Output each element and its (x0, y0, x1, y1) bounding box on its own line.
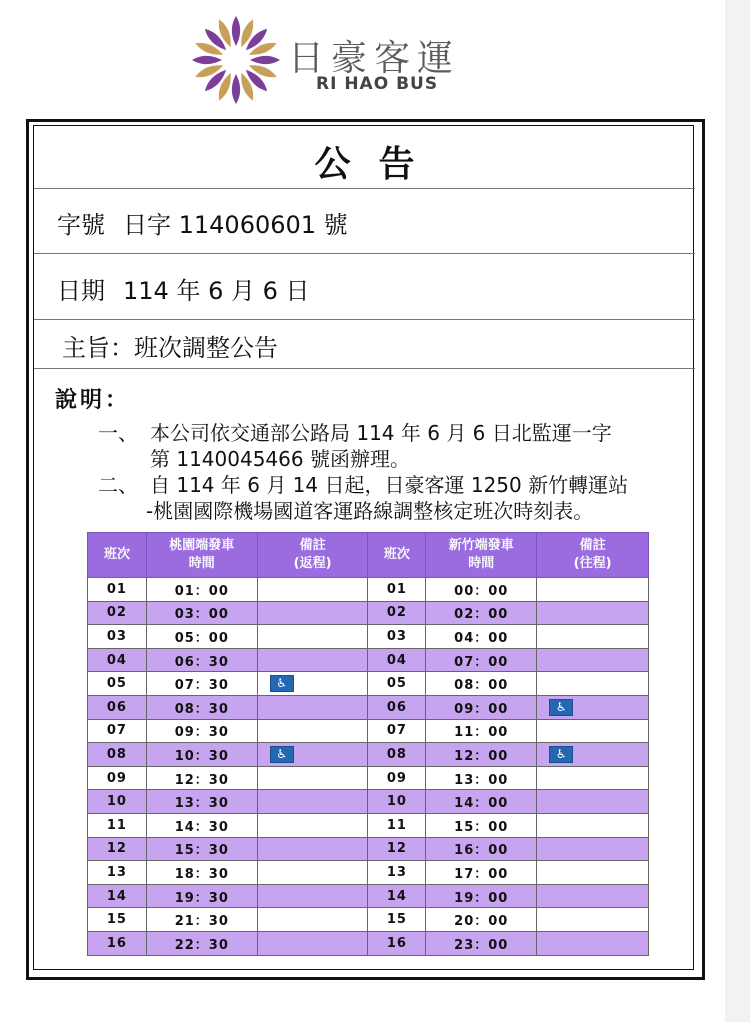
note-outbound (537, 743, 649, 767)
schedule-row (88, 790, 649, 814)
schedule-row (88, 931, 649, 955)
note-return (257, 861, 368, 885)
note-return (257, 672, 368, 696)
schedule-table (87, 532, 649, 956)
hsinchu-departure-time: 19：00 (426, 884, 537, 908)
note-outbound (537, 861, 649, 885)
run-number-right: 14 (368, 884, 426, 908)
date-label: 日期 (57, 277, 105, 305)
note-outbound (537, 813, 649, 837)
header-hsinchu-departure: 新竹端發車 時間 (426, 533, 537, 578)
taoyuan-departure-time: 05：00 (146, 625, 257, 649)
reference-row (34, 189, 695, 254)
hsinchu-departure-time: 09：00 (426, 695, 537, 719)
note-outbound (537, 790, 649, 814)
notice-title: 公告 (314, 144, 443, 185)
taoyuan-departure-time: 19：30 (146, 884, 257, 908)
note-outbound (537, 766, 649, 790)
run-number-right: 07 (368, 719, 426, 743)
schedule-row (88, 743, 649, 767)
note-return (257, 884, 368, 908)
note-outbound (537, 884, 649, 908)
run-number-right: 01 (368, 578, 426, 602)
run-number-left: 16 (88, 931, 147, 955)
note-outbound (537, 601, 649, 625)
logo-petal (232, 74, 240, 104)
taoyuan-departure-time: 03：00 (146, 601, 257, 625)
run-number-left: 08 (88, 743, 147, 767)
schedule-row (88, 908, 649, 932)
item-text-line2: 第 1140045466 號函辦理。 (150, 447, 410, 471)
run-number-left: 10 (88, 790, 147, 814)
taoyuan-departure-time: 21：30 (146, 908, 257, 932)
wheelchair-accessible-icon: ♿ (270, 675, 294, 692)
schedule-row (88, 648, 649, 672)
note-return (257, 648, 368, 672)
run-number-left: 15 (88, 908, 147, 932)
date-row (34, 254, 695, 320)
run-number-left: 09 (88, 766, 147, 790)
hsinchu-departure-time: 15：00 (426, 813, 537, 837)
taoyuan-departure-time: 09：30 (146, 719, 257, 743)
hsinchu-departure-time: 04：00 (426, 625, 537, 649)
note-return (257, 766, 368, 790)
hsinchu-departure-time: 07：00 (426, 648, 537, 672)
title-row (34, 126, 695, 189)
run-number-left: 05 (88, 672, 147, 696)
note-return (257, 578, 368, 602)
note-return (257, 790, 368, 814)
note-outbound (537, 648, 649, 672)
header-run-right: 班次 (368, 533, 426, 578)
reference-label: 字號 (57, 211, 105, 239)
description-item (98, 472, 628, 524)
note-outbound (537, 695, 649, 719)
taoyuan-departure-time: 01：00 (146, 578, 257, 602)
header-note-return: 備註 (返程) (257, 533, 368, 578)
logo-petal (192, 56, 222, 64)
hsinchu-departure-time: 08：00 (426, 672, 537, 696)
note-outbound (537, 719, 649, 743)
run-number-left: 12 (88, 837, 147, 861)
hsinchu-departure-time: 16：00 (426, 837, 537, 861)
note-outbound (537, 931, 649, 955)
logo-petal (250, 56, 280, 64)
run-number-right: 03 (368, 625, 426, 649)
note-return (257, 601, 368, 625)
hsinchu-departure-time: 20：00 (426, 908, 537, 932)
run-number-left: 13 (88, 861, 147, 885)
schedule-row (88, 813, 649, 837)
hsinchu-departure-time: 00：00 (426, 578, 537, 602)
note-return (257, 931, 368, 955)
schedule-row (88, 837, 649, 861)
note-return (257, 837, 368, 861)
note-outbound (537, 625, 649, 649)
hsinchu-departure-time: 23：00 (426, 931, 537, 955)
taoyuan-departure-time: 14：30 (146, 813, 257, 837)
run-number-left: 07 (88, 719, 147, 743)
note-return (257, 908, 368, 932)
item-text-line1: 自 114 年 6 月 14 日起，日豪客運 1250 新竹轉運站 (150, 473, 629, 497)
note-return (257, 695, 368, 719)
header-taoyuan-departure: 桃園端發車 時間 (146, 533, 257, 578)
logo-name-english: RI HAO BUS (316, 74, 439, 94)
item-text-line2: -桃園國際機場國道客運路線調整核定班次時刻表。 (146, 499, 594, 523)
run-number-right: 08 (368, 743, 426, 767)
hsinchu-departure-time: 14：00 (426, 790, 537, 814)
wheelchair-accessible-icon: ♿ (549, 746, 573, 763)
schedule-row (88, 578, 649, 602)
run-number-right: 12 (368, 837, 426, 861)
schedule-row (88, 695, 649, 719)
run-number-left: 06 (88, 695, 147, 719)
subject-text: 主旨：班次調整公告 (62, 334, 278, 362)
taoyuan-departure-time: 10：30 (146, 743, 257, 767)
run-number-left: 03 (88, 625, 147, 649)
reference-number: 日字 114060601 號 (123, 211, 348, 239)
schedule-row (88, 672, 649, 696)
note-outbound (537, 837, 649, 861)
taoyuan-departure-time: 13：30 (146, 790, 257, 814)
schedule-row (88, 861, 649, 885)
subject-row (34, 320, 695, 369)
run-number-right: 11 (368, 813, 426, 837)
logo-petal (232, 16, 240, 46)
run-number-right: 16 (368, 931, 426, 955)
description-item (98, 420, 612, 472)
hsinchu-departure-time: 12：00 (426, 743, 537, 767)
wheelchair-accessible-icon: ♿ (270, 746, 294, 763)
header-note-outbound: 備註 (往程) (537, 533, 649, 578)
hsinchu-departure-time: 11：00 (426, 719, 537, 743)
schedule-header-row (88, 533, 649, 578)
item-text-line1: 本公司依交通部公路局 114 年 6 月 6 日北監運一字 (150, 421, 612, 445)
run-number-right: 09 (368, 766, 426, 790)
run-number-right: 10 (368, 790, 426, 814)
company-logo (190, 14, 480, 106)
taoyuan-departure-time: 12：30 (146, 766, 257, 790)
note-outbound (537, 578, 649, 602)
description-heading: 說明： (55, 388, 131, 413)
logo-name-chinese: 日豪客運 (288, 38, 461, 79)
taoyuan-departure-time: 22：30 (146, 931, 257, 955)
schedule-row (88, 601, 649, 625)
run-number-right: 06 (368, 695, 426, 719)
taoyuan-departure-time: 08：30 (146, 695, 257, 719)
note-outbound (537, 672, 649, 696)
item-number: 一、 (98, 421, 138, 445)
taoyuan-departure-time: 15：30 (146, 837, 257, 861)
run-number-left: 14 (88, 884, 147, 908)
hsinchu-departure-time: 13：00 (426, 766, 537, 790)
schedule-row (88, 884, 649, 908)
note-outbound (537, 908, 649, 932)
schedule-row (88, 719, 649, 743)
taoyuan-departure-time: 07：30 (146, 672, 257, 696)
item-number: 二、 (98, 473, 138, 497)
schedule-row (88, 766, 649, 790)
run-number-left: 04 (88, 648, 147, 672)
note-return (257, 625, 368, 649)
date-value: 114 年 6 月 6 日 (123, 277, 310, 305)
note-return (257, 743, 368, 767)
run-number-left: 02 (88, 601, 147, 625)
run-number-right: 04 (368, 648, 426, 672)
taoyuan-departure-time: 18：30 (146, 861, 257, 885)
wheelchair-accessible-icon: ♿ (549, 699, 573, 716)
run-number-right: 05 (368, 672, 426, 696)
hsinchu-departure-time: 17：00 (426, 861, 537, 885)
taoyuan-departure-time: 06：30 (146, 648, 257, 672)
run-number-left: 01 (88, 578, 147, 602)
note-return (257, 719, 368, 743)
run-number-right: 13 (368, 861, 426, 885)
sunburst-logo-icon (190, 14, 282, 106)
hsinchu-departure-time: 02：00 (426, 601, 537, 625)
run-number-right: 15 (368, 908, 426, 932)
run-number-right: 02 (368, 601, 426, 625)
run-number-left: 11 (88, 813, 147, 837)
schedule-row (88, 625, 649, 649)
header-run-left: 班次 (88, 533, 147, 578)
note-return (257, 813, 368, 837)
